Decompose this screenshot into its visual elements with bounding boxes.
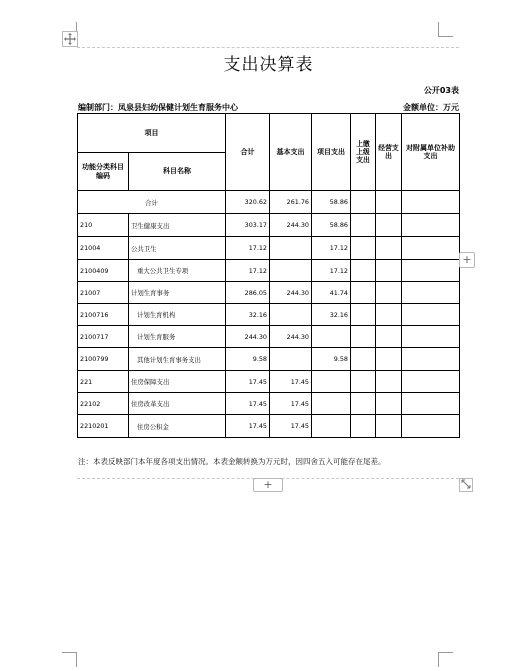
upper-cell [351, 214, 376, 237]
page-title: 支出决算表 [223, 55, 314, 75]
project-cell: 32.16 [312, 304, 351, 326]
move-handle-icon[interactable] [62, 31, 78, 47]
project-cell: 17.12 [312, 237, 351, 260]
basic-cell: 244.30 [270, 214, 312, 237]
subsidy-cell [402, 237, 460, 260]
business-cell [376, 282, 402, 304]
subsidy-cell [402, 304, 460, 326]
upper-cell [351, 415, 376, 438]
name-cell: 计划生育机构 [129, 304, 226, 326]
table-row [78, 371, 460, 393]
subsidy-cell [402, 393, 460, 415]
total-cell: 17.12 [226, 260, 270, 282]
resize-icon[interactable] [459, 478, 473, 492]
crop-mark-bottom-right [438, 652, 453, 667]
business-cell [376, 214, 402, 237]
basic-cell [270, 237, 312, 260]
name-cell: 住房公积金 [129, 415, 226, 438]
business-cell [376, 393, 402, 415]
basic-cell [270, 260, 312, 282]
basic-cell: 244.30 [270, 326, 312, 348]
crop-mark-bottom-left [62, 652, 77, 667]
code-cell: 2100409 [78, 260, 129, 282]
subsidy-cell [402, 371, 460, 393]
header-upper: 上缴上级支出 [351, 114, 376, 191]
department-label: 编制部门：凤泉县妇幼保健计划生育服务中心 [78, 103, 238, 112]
total-cell: 17.12 [226, 237, 270, 260]
add-row-button[interactable]: + [253, 478, 283, 492]
name-cell: 卫生健康支出 [129, 214, 226, 237]
basic-cell: 261.76 [270, 191, 312, 214]
amount-unit-label: 金额单位：万元 [403, 103, 459, 112]
business-cell [376, 304, 402, 326]
table-row [78, 282, 460, 304]
business-cell [376, 415, 402, 438]
code-cell: 22102 [78, 393, 129, 415]
header-code: 功能分类科目编码 [78, 153, 129, 191]
total-cell: 286.05 [226, 282, 270, 304]
name-cell: 住房改革支出 [129, 393, 226, 415]
project-cell [312, 371, 351, 393]
upper-cell [351, 191, 376, 214]
basic-cell: 17.45 [270, 393, 312, 415]
name-cell: 公共卫生 [129, 237, 226, 260]
form-number: 公开03表 [423, 86, 459, 95]
upper-cell [351, 393, 376, 415]
total-cell: 320.62 [226, 191, 270, 214]
name-cell: 合计 [78, 191, 226, 214]
project-cell [312, 415, 351, 438]
code-cell: 2210201 [78, 415, 129, 438]
header-basic: 基本支出 [270, 114, 312, 191]
upper-cell [351, 260, 376, 282]
business-cell [376, 260, 402, 282]
business-cell [376, 191, 402, 214]
total-cell: 17.45 [226, 393, 270, 415]
upper-cell [351, 304, 376, 326]
header-project: 项目支出 [312, 114, 351, 191]
upper-cell [351, 348, 376, 371]
project-cell: 17.12 [312, 260, 351, 282]
name-cell: 计划生育服务 [129, 326, 226, 348]
basic-cell [270, 304, 312, 326]
table-row [78, 326, 460, 348]
basic-cell [270, 348, 312, 371]
subsidy-cell [402, 348, 460, 371]
table-row [78, 348, 460, 371]
table-row [78, 415, 460, 438]
name-cell: 计划生育事务 [129, 282, 226, 304]
total-cell: 303.17 [226, 214, 270, 237]
text-boundary-top [77, 47, 459, 48]
total-cell: 17.45 [226, 371, 270, 393]
expenditure-table [77, 113, 460, 438]
business-cell [376, 326, 402, 348]
code-cell: 2100716 [78, 304, 129, 326]
add-column-button[interactable]: + [459, 252, 475, 268]
total-cell: 244.30 [226, 326, 270, 348]
upper-cell [351, 371, 376, 393]
table-row [78, 393, 460, 415]
basic-cell: 244.30 [270, 282, 312, 304]
header-name: 科目名称 [129, 153, 226, 191]
upper-cell [351, 326, 376, 348]
subsidy-cell [402, 415, 460, 438]
code-cell: 221 [78, 371, 129, 393]
total-cell: 9.58 [226, 348, 270, 371]
subsidy-cell [402, 191, 460, 214]
business-cell [376, 237, 402, 260]
project-cell: 9.58 [312, 348, 351, 371]
subsidy-cell [402, 326, 460, 348]
basic-cell: 17.45 [270, 371, 312, 393]
code-cell: 21004 [78, 237, 129, 260]
project-cell [312, 326, 351, 348]
name-cell: 重大公共卫生专项 [129, 260, 226, 282]
business-cell [376, 371, 402, 393]
business-cell [376, 348, 402, 371]
table-row-total [78, 191, 460, 214]
header-subsidy: 对附属单位补助支出 [402, 114, 460, 191]
project-cell: 41.74 [312, 282, 351, 304]
subsidy-cell [402, 282, 460, 304]
code-cell: 210 [78, 214, 129, 237]
project-cell: 58.86 [312, 214, 351, 237]
code-cell: 21007 [78, 282, 129, 304]
header-business: 经营支出 [376, 114, 402, 191]
header-total: 合计 [226, 114, 270, 191]
project-cell: 58.86 [312, 191, 351, 214]
upper-cell [351, 282, 376, 304]
subsidy-cell [402, 214, 460, 237]
upper-cell [351, 237, 376, 260]
name-cell: 住房保障支出 [129, 371, 226, 393]
basic-cell: 17.45 [270, 415, 312, 438]
name-cell: 其他计划生育事务支出 [129, 348, 226, 371]
subsidy-cell [402, 260, 460, 282]
header-item: 项目 [78, 114, 226, 153]
table-row [78, 214, 460, 237]
code-cell: 2100799 [78, 348, 129, 371]
table-row [78, 304, 460, 326]
footnote: 注：本表反映部门本年度各项支出情况。本表金额转换为万元时，因四舍五入可能存在尾差。 [78, 457, 386, 466]
crop-mark-top-right [438, 22, 453, 37]
total-cell: 17.45 [226, 415, 270, 438]
table-row [78, 260, 460, 282]
table-row [78, 237, 460, 260]
total-cell: 32.16 [226, 304, 270, 326]
code-cell: 2100717 [78, 326, 129, 348]
project-cell [312, 393, 351, 415]
